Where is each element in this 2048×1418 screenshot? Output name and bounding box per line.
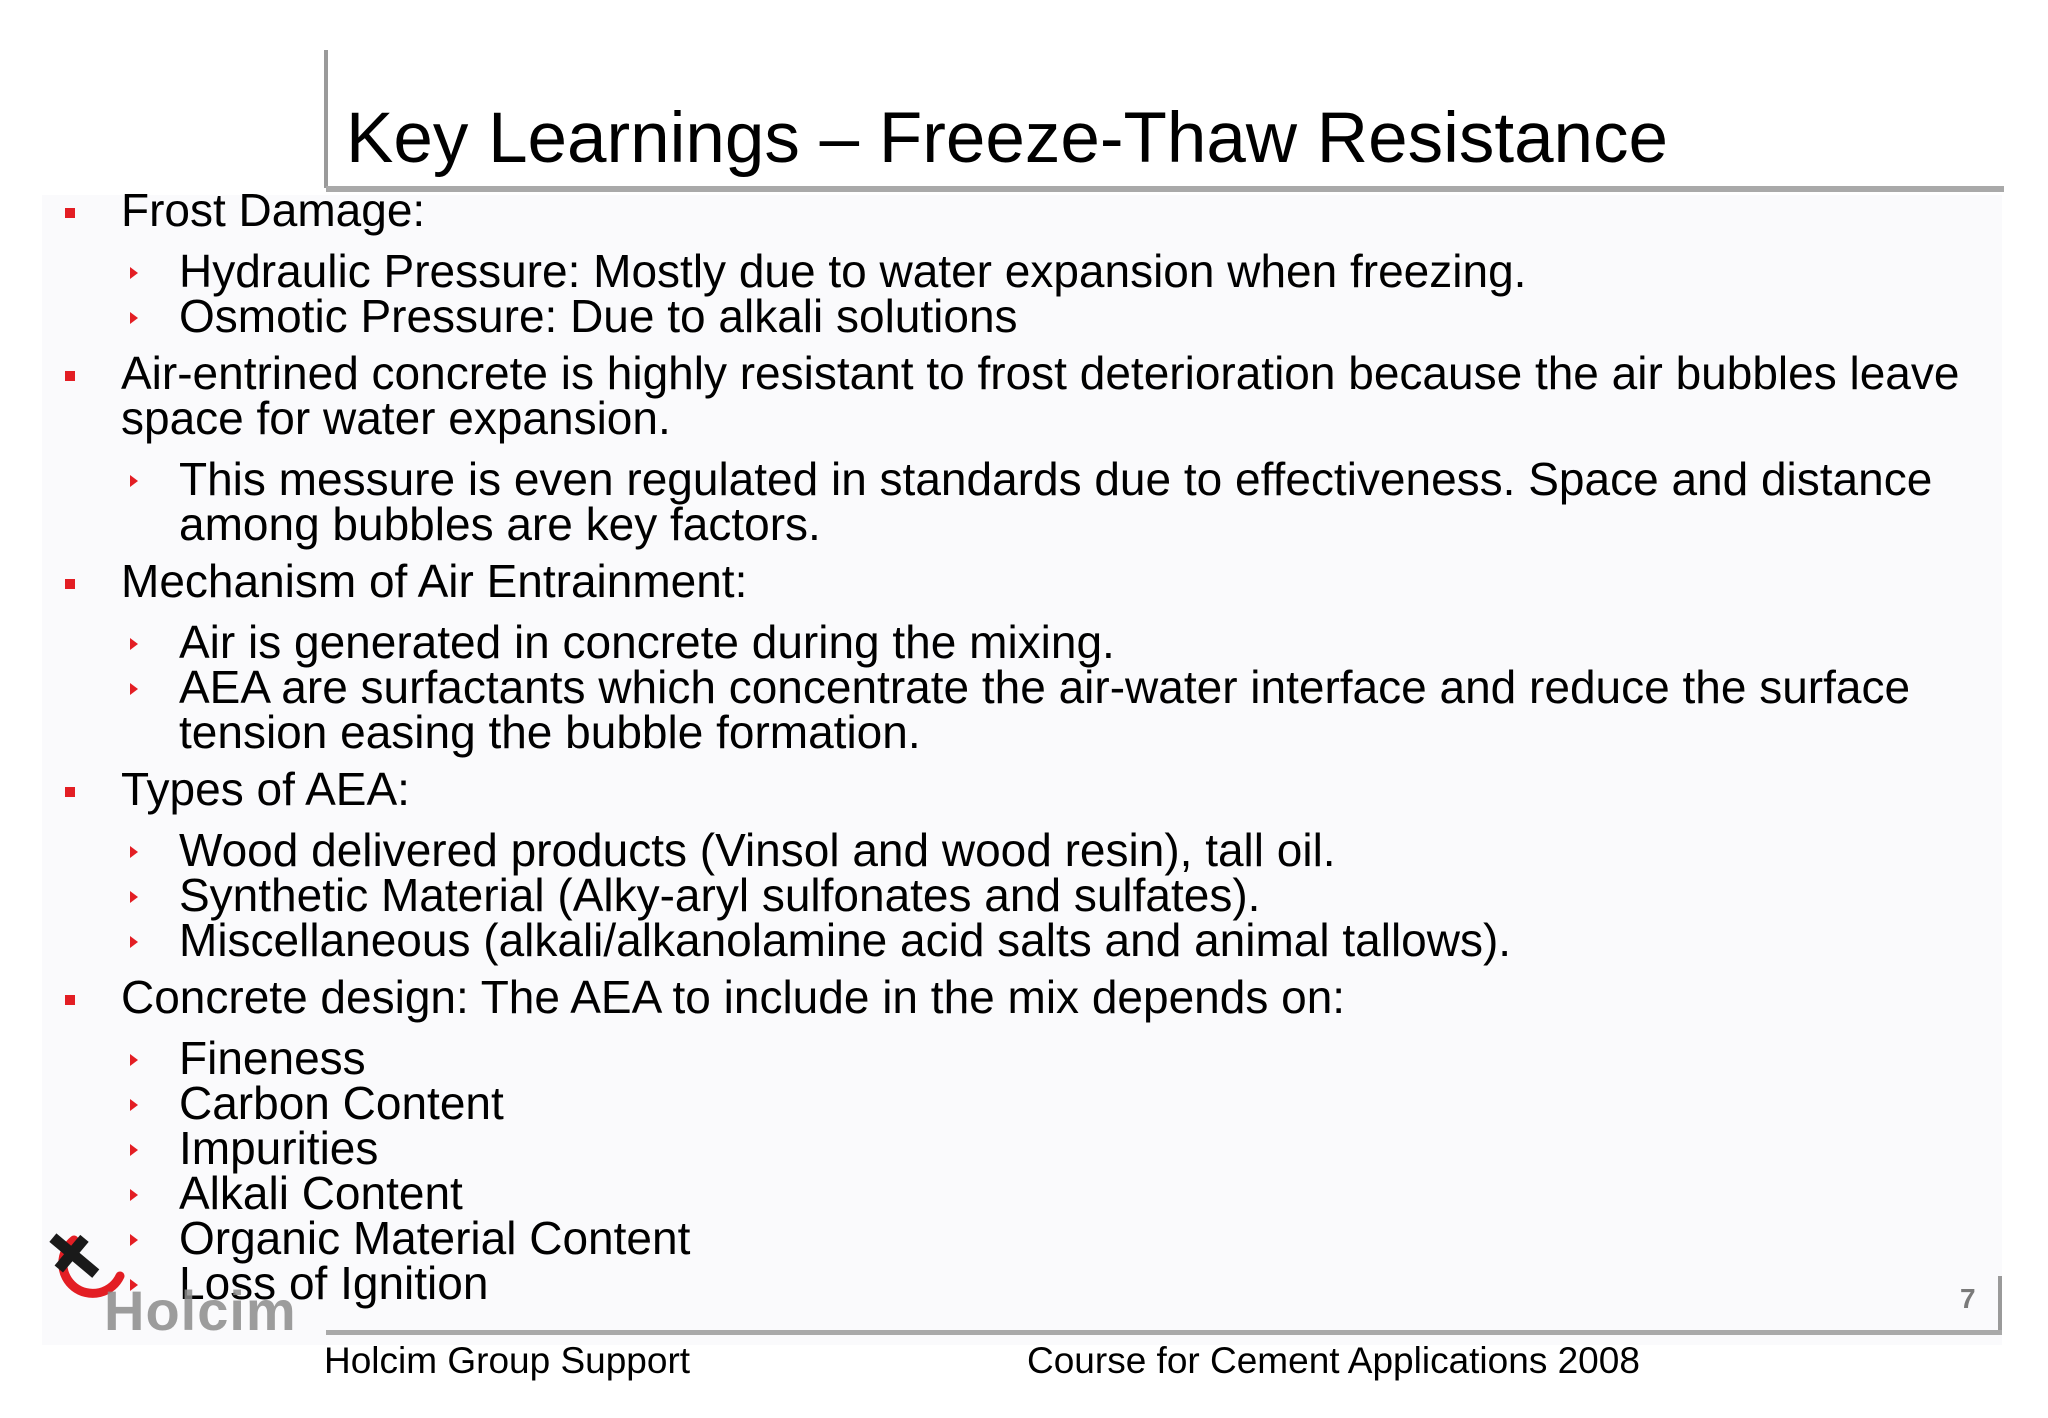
arrow-bullet-icon bbox=[130, 1144, 138, 1156]
arrow-bullet-icon bbox=[130, 936, 138, 948]
sub-bullet-item bbox=[0, 453, 2048, 550]
bullet-text: Mechanism of Air Entrainment: bbox=[121, 555, 748, 607]
sub-bullet-item bbox=[0, 245, 2048, 297]
sub-bullet-item bbox=[0, 1122, 2048, 1174]
arrow-bullet-icon bbox=[130, 846, 138, 858]
bullet-text: Air-entrined concrete is highly resistant to frost deterioration because the air bubbles leave space for water expansion. bbox=[121, 347, 1960, 444]
bullet-item bbox=[0, 184, 2048, 236]
bullet-item bbox=[0, 347, 2048, 444]
sub-bullet-text: Wood delivered products (Vinsol and wood resin), tall oil. bbox=[179, 824, 1336, 876]
arrow-bullet-icon bbox=[130, 1189, 138, 1201]
arrow-bullet-icon bbox=[130, 638, 138, 650]
bullet-item bbox=[0, 971, 2048, 1023]
sub-bullet-item bbox=[0, 914, 2048, 966]
page-number: 7 bbox=[1960, 1283, 1976, 1314]
sub-bullet-text: Osmotic Pressure: Due to alkali solutions bbox=[179, 290, 1018, 342]
arrow-bullet-icon bbox=[130, 267, 138, 279]
sub-bullet-text: Alkali Content bbox=[179, 1167, 463, 1219]
footer-vertical-rule bbox=[1998, 1276, 2002, 1334]
bullet-text: Types of AEA: bbox=[121, 763, 410, 815]
square-bullet-icon bbox=[65, 995, 75, 1005]
bullet-item bbox=[0, 763, 2048, 815]
arrow-bullet-icon bbox=[130, 1099, 138, 1111]
sub-bullet-item bbox=[0, 824, 2048, 876]
sub-bullet-text: This messure is even regulated in standards due to effectiveness. Space and distance among bubbles are key factors. bbox=[179, 453, 1933, 550]
title-vertical-rule bbox=[324, 50, 328, 188]
sub-bullet-text: Impurities bbox=[179, 1122, 379, 1174]
square-bullet-icon bbox=[65, 371, 75, 381]
slide-title: Key Learnings – Freeze-Thaw Resistance bbox=[346, 99, 1669, 178]
sub-bullet-item bbox=[0, 616, 2048, 668]
sub-bullet-item bbox=[0, 1257, 2048, 1309]
sub-bullet-item bbox=[0, 661, 2048, 758]
bullet-list bbox=[0, 184, 2048, 1309]
sub-bullet-text: Organic Material Content bbox=[179, 1212, 691, 1264]
square-bullet-icon bbox=[65, 787, 75, 797]
sub-bullet-text: Hydraulic Pressure: Mostly due to water expansion when freezing. bbox=[179, 245, 1527, 297]
arrow-bullet-icon bbox=[130, 475, 138, 487]
arrow-bullet-icon bbox=[130, 683, 138, 695]
sub-bullet-text: AEA are surfactants which concentrate the air-water interface and reduce the surface tension easing the bubble formation. bbox=[179, 661, 1911, 758]
sub-bullet-item bbox=[0, 869, 2048, 921]
sub-bullet-text: Fineness bbox=[179, 1032, 366, 1084]
footer-course-title: Course for Cement Applications 2008 bbox=[1027, 1340, 1640, 1381]
arrow-bullet-icon bbox=[130, 312, 138, 324]
holcim-logo bbox=[44, 1228, 304, 1343]
sub-bullet-text: Loss of Ignition bbox=[179, 1257, 489, 1309]
sub-bullet-text: Miscellaneous (alkali/alkanolamine acid salts and animal tallows). bbox=[179, 914, 1512, 966]
logo-wordmark: Holcim bbox=[104, 1279, 297, 1342]
bullet-text: Frost Damage: bbox=[121, 184, 426, 236]
bullet-item bbox=[0, 555, 2048, 607]
sub-bullet-item bbox=[0, 1032, 2048, 1084]
sub-bullet-item bbox=[0, 290, 2048, 342]
square-bullet-icon bbox=[65, 208, 75, 218]
sub-bullet-item bbox=[0, 1212, 2048, 1264]
arrow-bullet-icon bbox=[130, 1054, 138, 1066]
sub-bullet-item bbox=[0, 1077, 2048, 1129]
sub-bullet-item bbox=[0, 1167, 2048, 1219]
sub-bullet-text: Carbon Content bbox=[179, 1077, 504, 1129]
sub-bullet-text: Synthetic Material (Alky-aryl sulfonates and sulfates). bbox=[179, 869, 1261, 921]
footer-organization: Holcim Group Support bbox=[324, 1340, 691, 1381]
sub-bullet-text: Air is generated in concrete during the mixing. bbox=[179, 616, 1115, 668]
arrow-bullet-icon bbox=[130, 891, 138, 903]
bullet-text: Concrete design: The AEA to include in the mix depends on: bbox=[121, 971, 1346, 1023]
footer-horizontal-rule bbox=[326, 1330, 2002, 1335]
square-bullet-icon bbox=[65, 579, 75, 589]
